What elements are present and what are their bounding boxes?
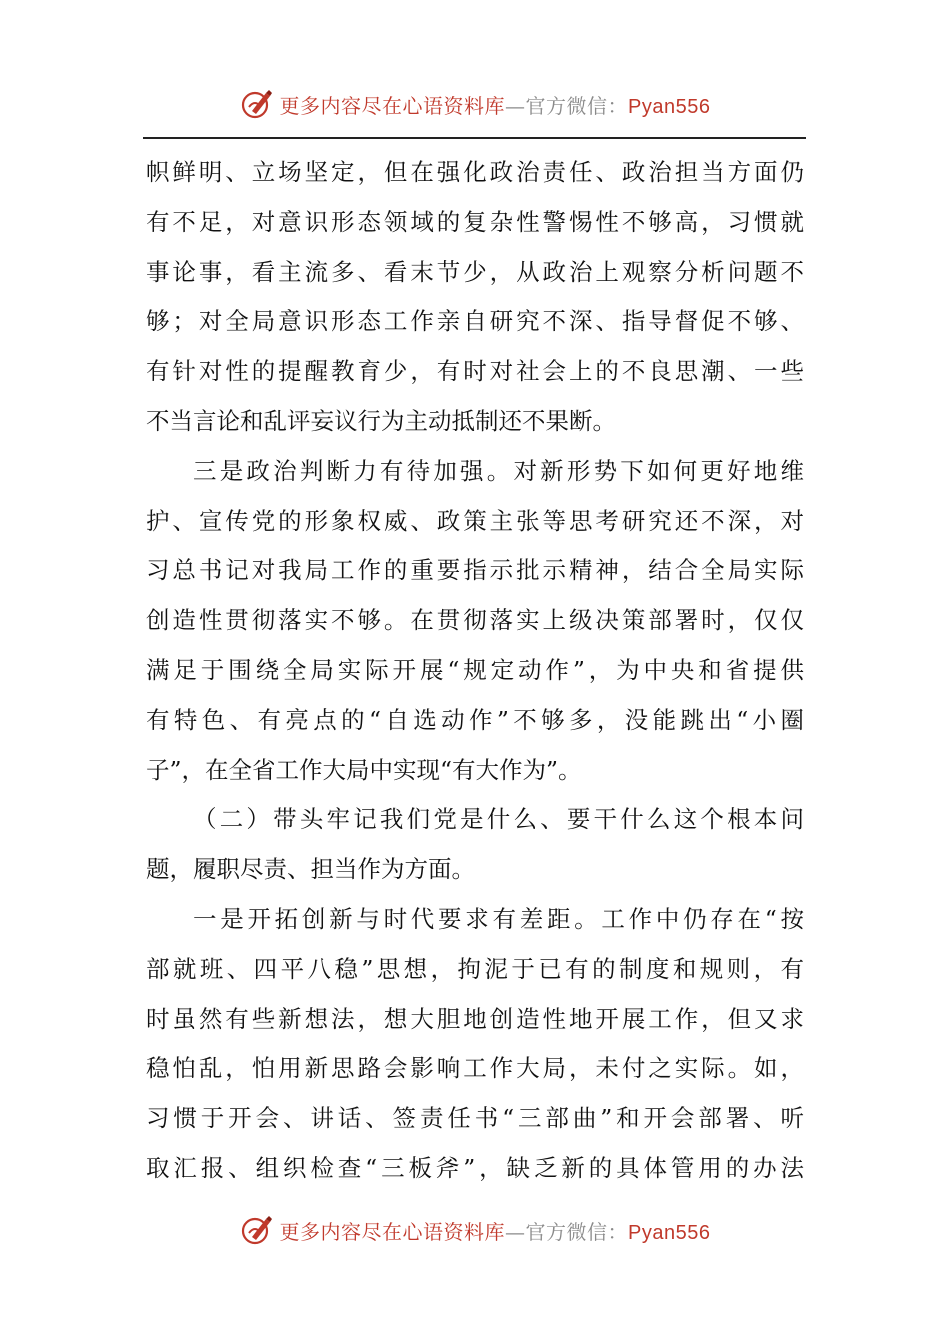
body-line: 稳怕乱，怕用新思路会影响工作大局，未付之实际。如，	[146, 1054, 804, 1083]
body-line: 有针对性的提醒教育少，有时对社会上的不良思潮、一些	[146, 357, 804, 386]
footer-banner	[0, 1210, 950, 1250]
body-line: 够；对全局意识形态工作亲自研究不深、指导督促不够、	[146, 307, 804, 336]
footer-banner-handle: Pyan556	[628, 1221, 711, 1244]
footer-banner-text	[280, 1216, 711, 1245]
body-line: 习总书记对我局工作的重要指示批示精神，结合全局实际	[146, 556, 804, 585]
body-line: 不当言论和乱评妄议行为主动抵制还不果断。	[146, 406, 616, 435]
pen-seal-logo-icon	[240, 87, 274, 121]
document-body	[146, 148, 804, 1194]
body-line: 创造性贯彻落实不够。在贯彻落实上级决策部署时，仅仅	[146, 606, 804, 635]
body-line: 一是开拓创新与时代要求有差距。工作中仍存在“按	[193, 904, 804, 933]
body-line: 子”，在全省工作大局中实现“有大作为”。	[146, 755, 582, 784]
footer-banner-label: —官方微信：	[505, 1219, 629, 1244]
header-banner-title: 更多内容尽在心语资料库	[279, 93, 506, 118]
body-line: 满足于围绕全局实际开展“规定动作”，为中央和省提供	[146, 655, 804, 684]
body-line: 三是政治判断力有待加强。对新形势下如何更好地维	[193, 456, 804, 485]
body-line: 取汇报、组织检查“三板斧”，缺乏新的具体管用的办法	[146, 1153, 804, 1182]
header-banner-handle: Pyan556	[628, 95, 711, 118]
pen-seal-logo-icon	[240, 1213, 274, 1247]
header-divider	[143, 137, 806, 139]
body-line: 时虽然有些新想法，想大胆地创造性地开展工作，但又求	[146, 1004, 804, 1033]
body-line: 护、宣传党的形象权威、政策主张等思考研究还不深，对	[146, 506, 804, 535]
body-line: 帜鲜明、立场坚定，但在强化政治责任、政治担当方面仍	[146, 158, 804, 186]
body-line: 有不足，对意识形态领域的复杂性警惕性不够高，习惯就	[146, 207, 804, 236]
header-banner-text	[280, 90, 711, 119]
body-line: 习惯于开会、讲话、签责任书“三部曲”和开会部署、听	[146, 1104, 804, 1133]
body-line: 事论事，看主流多、看末节少，从政治上观察分析问题不	[146, 257, 804, 286]
section-heading-line: 题，履职尽责、担当作为方面。	[146, 855, 475, 884]
section-heading-line: （二）带头牢记我们党是什么、要干什么这个根本问	[193, 805, 804, 834]
header-banner-label: —官方微信：	[505, 93, 629, 118]
body-line: 有特色、有亮点的“自选动作”不够多，没能跳出“小圈	[146, 705, 804, 734]
header-banner	[0, 84, 950, 124]
body-line: 部就班、四平八稳”思想，拘泥于已有的制度和规则，有	[146, 954, 804, 983]
footer-banner-title: 更多内容尽在心语资料库	[279, 1219, 506, 1244]
